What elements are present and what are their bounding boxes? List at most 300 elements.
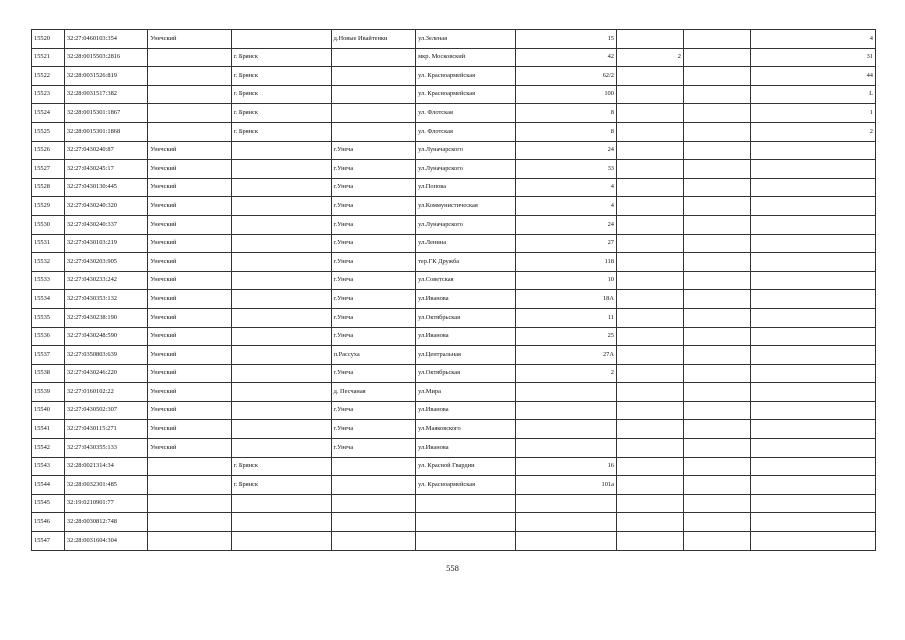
- street-cell: ул.Зеленая: [416, 30, 516, 49]
- row-number-cell: 15529: [32, 197, 65, 216]
- block-cell: [683, 160, 750, 179]
- building-cell: [616, 476, 683, 495]
- city-cell: [231, 420, 331, 439]
- block-cell: [683, 67, 750, 86]
- city-cell: г. Брянск: [231, 122, 331, 141]
- table-row: [32, 532, 876, 551]
- street-cell: ул.Луначарского: [416, 215, 516, 234]
- building-cell: [616, 104, 683, 123]
- building-cell: [616, 178, 683, 197]
- row-number-cell: 15541: [32, 420, 65, 439]
- table-row: [32, 271, 876, 290]
- district-cell: Унечский: [148, 215, 231, 234]
- settlement-cell: г.Унеча: [331, 401, 416, 420]
- register-body: [32, 30, 876, 551]
- cadastral-number-cell: 32:27:0460103:354: [64, 30, 147, 49]
- table-row: [32, 364, 876, 383]
- cadastral-number-cell: 32:28:0031526:819: [64, 67, 147, 86]
- apartment-cell: [750, 160, 875, 179]
- cadastral-number-cell: 32:27:0350803:639: [64, 346, 147, 365]
- house-number-cell: 18А: [515, 290, 616, 309]
- cadastral-number-cell: 32:27:0430353:132: [64, 290, 147, 309]
- table-row: [32, 104, 876, 123]
- district-cell: Унечский: [148, 234, 231, 253]
- apartment-cell: [750, 401, 875, 420]
- house-number-cell: 4: [515, 178, 616, 197]
- city-cell: [231, 364, 331, 383]
- house-number-cell: 33: [515, 160, 616, 179]
- building-cell: 2: [616, 48, 683, 67]
- block-cell: [683, 30, 750, 49]
- apartment-cell: L: [750, 85, 875, 104]
- block-cell: [683, 457, 750, 476]
- apartment-cell: [750, 327, 875, 346]
- table-row: [32, 513, 876, 532]
- row-number-cell: 15527: [32, 160, 65, 179]
- city-cell: г. Брянск: [231, 48, 331, 67]
- street-cell: ул.Центральная: [416, 346, 516, 365]
- apartment-cell: [750, 215, 875, 234]
- block-cell: [683, 234, 750, 253]
- district-cell: Унечский: [148, 346, 231, 365]
- house-number-cell: 2: [515, 364, 616, 383]
- block-cell: [683, 271, 750, 290]
- settlement-cell: г.Унеча: [331, 271, 416, 290]
- cadastral-number-cell: 32:27:0430245:17: [64, 160, 147, 179]
- district-cell: [148, 67, 231, 86]
- city-cell: [231, 401, 331, 420]
- row-number-cell: 15520: [32, 30, 65, 49]
- apartment-cell: [750, 420, 875, 439]
- block-cell: [683, 513, 750, 532]
- city-cell: г. Брянск: [231, 457, 331, 476]
- house-number-cell: 42: [515, 48, 616, 67]
- street-cell: ул.Иванова: [416, 290, 516, 309]
- apartment-cell: [750, 197, 875, 216]
- settlement-cell: [331, 48, 416, 67]
- city-cell: г. Брянск: [231, 476, 331, 495]
- city-cell: [231, 197, 331, 216]
- street-cell: ул. Флотская: [416, 104, 516, 123]
- building-cell: [616, 439, 683, 458]
- apartment-cell: 4: [750, 30, 875, 49]
- block-cell: [683, 122, 750, 141]
- settlement-cell: г.Унеча: [331, 308, 416, 327]
- street-cell: ул.Луначарского: [416, 160, 516, 179]
- building-cell: [616, 253, 683, 272]
- settlement-cell: г.Унеча: [331, 160, 416, 179]
- block-cell: [683, 532, 750, 551]
- cadastral-number-cell: 32:27:0430240:320: [64, 197, 147, 216]
- city-cell: [231, 494, 331, 513]
- house-number-cell: 27: [515, 234, 616, 253]
- settlement-cell: г.Унеча: [331, 234, 416, 253]
- house-number-cell: [515, 439, 616, 458]
- table-row: [32, 346, 876, 365]
- land-register-table: [31, 29, 876, 551]
- row-number-cell: 15532: [32, 253, 65, 272]
- cadastral-number-cell: 32:28:0031604:304: [64, 532, 147, 551]
- street-cell: ул.Маяковского: [416, 420, 516, 439]
- apartment-cell: [750, 308, 875, 327]
- city-cell: [231, 30, 331, 49]
- table-row: [32, 85, 876, 104]
- row-number-cell: 15535: [32, 308, 65, 327]
- settlement-cell: [331, 67, 416, 86]
- block-cell: [683, 439, 750, 458]
- street-cell: тер.ГК Дружба: [416, 253, 516, 272]
- city-cell: [231, 178, 331, 197]
- settlement-cell: [331, 476, 416, 495]
- block-cell: [683, 327, 750, 346]
- city-cell: [231, 253, 331, 272]
- house-number-cell: 100: [515, 85, 616, 104]
- block-cell: [683, 364, 750, 383]
- apartment-cell: 2: [750, 122, 875, 141]
- house-number-cell: 11: [515, 308, 616, 327]
- row-number-cell: 15526: [32, 141, 65, 160]
- block-cell: [683, 401, 750, 420]
- house-number-cell: 27А: [515, 346, 616, 365]
- cadastral-number-cell: 32:27:0430240:337: [64, 215, 147, 234]
- building-cell: [616, 532, 683, 551]
- house-number-cell: [515, 401, 616, 420]
- district-cell: [148, 476, 231, 495]
- building-cell: [616, 383, 683, 402]
- house-number-cell: 118: [515, 253, 616, 272]
- city-cell: [231, 160, 331, 179]
- table-row: [32, 197, 876, 216]
- cadastral-number-cell: 32:27:0430103:219: [64, 234, 147, 253]
- cadastral-number-cell: 32:28:0015301:1868: [64, 122, 147, 141]
- district-cell: Унечский: [148, 197, 231, 216]
- block-cell: [683, 494, 750, 513]
- table-row: [32, 457, 876, 476]
- district-cell: Унечский: [148, 253, 231, 272]
- street-cell: ул.Иванова: [416, 439, 516, 458]
- house-number-cell: [515, 494, 616, 513]
- cadastral-number-cell: 32:28:0030812:748: [64, 513, 147, 532]
- house-number-cell: 16: [515, 457, 616, 476]
- table-row: [32, 290, 876, 309]
- building-cell: [616, 401, 683, 420]
- building-cell: [616, 494, 683, 513]
- district-cell: Унечский: [148, 439, 231, 458]
- city-cell: [231, 346, 331, 365]
- building-cell: [616, 85, 683, 104]
- street-cell: ул.Луначарского: [416, 141, 516, 160]
- cadastral-number-cell: 32:28:0031517:382: [64, 85, 147, 104]
- district-cell: [148, 494, 231, 513]
- house-number-cell: 10: [515, 271, 616, 290]
- cadastral-number-cell: 32:28:0015503:2816: [64, 48, 147, 67]
- row-number-cell: 15547: [32, 532, 65, 551]
- apartment-cell: [750, 476, 875, 495]
- settlement-cell: г.Унеча: [331, 420, 416, 439]
- row-number-cell: 15528: [32, 178, 65, 197]
- city-cell: [231, 290, 331, 309]
- settlement-cell: [331, 122, 416, 141]
- city-cell: [231, 513, 331, 532]
- apartment-cell: [750, 141, 875, 160]
- settlement-cell: г.Унеча: [331, 141, 416, 160]
- district-cell: Унечский: [148, 308, 231, 327]
- settlement-cell: [331, 532, 416, 551]
- district-cell: Унечский: [148, 290, 231, 309]
- building-cell: [616, 327, 683, 346]
- table-row: [32, 494, 876, 513]
- building-cell: [616, 420, 683, 439]
- cadastral-number-cell: 32:28:0015301:1867: [64, 104, 147, 123]
- table-row: [32, 30, 876, 49]
- block-cell: [683, 476, 750, 495]
- city-cell: [231, 439, 331, 458]
- cadastral-number-cell: 32:27:0430238:190: [64, 308, 147, 327]
- city-cell: [231, 308, 331, 327]
- city-cell: [231, 141, 331, 160]
- row-number-cell: 15543: [32, 457, 65, 476]
- house-number-cell: 101а: [515, 476, 616, 495]
- row-number-cell: 15539: [32, 383, 65, 402]
- building-cell: [616, 197, 683, 216]
- district-cell: [148, 532, 231, 551]
- row-number-cell: 15525: [32, 122, 65, 141]
- settlement-cell: [331, 457, 416, 476]
- table-row: [32, 401, 876, 420]
- building-cell: [616, 122, 683, 141]
- cadastral-number-cell: 32:28:0021314:34: [64, 457, 147, 476]
- settlement-cell: д. Песчаная: [331, 383, 416, 402]
- building-cell: [616, 67, 683, 86]
- street-cell: ул.Иванова: [416, 401, 516, 420]
- block-cell: [683, 253, 750, 272]
- cadastral-number-cell: 32:27:0430246:220: [64, 364, 147, 383]
- street-cell: ул. Красноармейская: [416, 67, 516, 86]
- district-cell: [148, 513, 231, 532]
- table-row: [32, 141, 876, 160]
- building-cell: [616, 30, 683, 49]
- table-row: [32, 253, 876, 272]
- district-cell: Унечский: [148, 178, 231, 197]
- settlement-cell: г.Унеча: [331, 178, 416, 197]
- apartment-cell: 31: [750, 48, 875, 67]
- district-cell: [148, 122, 231, 141]
- block-cell: [683, 48, 750, 67]
- row-number-cell: 15546: [32, 513, 65, 532]
- district-cell: Унечский: [148, 141, 231, 160]
- cadastral-number-cell: 32:28:0032301:485: [64, 476, 147, 495]
- settlement-cell: г.Унеча: [331, 364, 416, 383]
- apartment-cell: 44: [750, 67, 875, 86]
- table-row: [32, 327, 876, 346]
- city-cell: г. Брянск: [231, 67, 331, 86]
- table-row: [32, 48, 876, 67]
- table-row: [32, 215, 876, 234]
- block-cell: [683, 141, 750, 160]
- table-row: [32, 122, 876, 141]
- settlement-cell: г.Унеча: [331, 253, 416, 272]
- building-cell: [616, 290, 683, 309]
- row-number-cell: 15538: [32, 364, 65, 383]
- street-cell: ул. Красноармейская: [416, 476, 516, 495]
- district-cell: [148, 457, 231, 476]
- table-row: [32, 160, 876, 179]
- building-cell: [616, 271, 683, 290]
- settlement-cell: г.Унеча: [331, 215, 416, 234]
- house-number-cell: 8: [515, 122, 616, 141]
- street-cell: [416, 532, 516, 551]
- block-cell: [683, 383, 750, 402]
- street-cell: [416, 494, 516, 513]
- street-cell: ул.Мира: [416, 383, 516, 402]
- cadastral-number-cell: 32:27:0430203:905: [64, 253, 147, 272]
- street-cell: [416, 513, 516, 532]
- street-cell: ул.Попова: [416, 178, 516, 197]
- row-number-cell: 15531: [32, 234, 65, 253]
- building-cell: [616, 346, 683, 365]
- block-cell: [683, 308, 750, 327]
- settlement-cell: г.Унеча: [331, 290, 416, 309]
- row-number-cell: 15536: [32, 327, 65, 346]
- city-cell: [231, 215, 331, 234]
- row-number-cell: 15537: [32, 346, 65, 365]
- apartment-cell: [750, 346, 875, 365]
- district-cell: Унечский: [148, 327, 231, 346]
- apartment-cell: [750, 178, 875, 197]
- apartment-cell: [750, 439, 875, 458]
- house-number-cell: 8: [515, 104, 616, 123]
- house-number-cell: 15: [515, 30, 616, 49]
- page-number: 558: [446, 563, 459, 573]
- cadastral-number-cell: 32:27:0430115:271: [64, 420, 147, 439]
- row-number-cell: 15540: [32, 401, 65, 420]
- street-cell: ул.Ленина: [416, 234, 516, 253]
- district-cell: Унечский: [148, 401, 231, 420]
- street-cell: мкр. Московский: [416, 48, 516, 67]
- row-number-cell: 15523: [32, 85, 65, 104]
- cadastral-number-cell: 32:27:0430248:590: [64, 327, 147, 346]
- building-cell: [616, 457, 683, 476]
- house-number-cell: 24: [515, 141, 616, 160]
- street-cell: ул. Флотская: [416, 122, 516, 141]
- building-cell: [616, 160, 683, 179]
- cadastral-number-cell: 32:27:0430502:307: [64, 401, 147, 420]
- building-cell: [616, 513, 683, 532]
- district-cell: Унечский: [148, 271, 231, 290]
- settlement-cell: г.Унеча: [331, 327, 416, 346]
- district-cell: [148, 104, 231, 123]
- table-row: [32, 383, 876, 402]
- settlement-cell: п.Рассуха: [331, 346, 416, 365]
- settlement-cell: [331, 85, 416, 104]
- house-number-cell: 24: [515, 215, 616, 234]
- house-number-cell: 4: [515, 197, 616, 216]
- block-cell: [683, 85, 750, 104]
- city-cell: [231, 271, 331, 290]
- house-number-cell: [515, 383, 616, 402]
- settlement-cell: [331, 494, 416, 513]
- table-row: [32, 178, 876, 197]
- cadastral-number-cell: 32:27:0430355:133: [64, 439, 147, 458]
- building-cell: [616, 215, 683, 234]
- street-cell: ул.Коммунистическая: [416, 197, 516, 216]
- city-cell: [231, 532, 331, 551]
- district-cell: [148, 48, 231, 67]
- settlement-cell: г.Унеча: [331, 197, 416, 216]
- cadastral-number-cell: 32:27:0430130:445: [64, 178, 147, 197]
- block-cell: [683, 215, 750, 234]
- settlement-cell: г.Унеча: [331, 439, 416, 458]
- apartment-cell: [750, 271, 875, 290]
- table-row: [32, 439, 876, 458]
- apartment-cell: [750, 364, 875, 383]
- settlement-cell: д.Новые Ивайтенки: [331, 30, 416, 49]
- street-cell: ул.Иванова: [416, 327, 516, 346]
- cadastral-number-cell: 32:19:0210901:77: [64, 494, 147, 513]
- table-row: [32, 308, 876, 327]
- row-number-cell: 15533: [32, 271, 65, 290]
- table-row: [32, 67, 876, 86]
- block-cell: [683, 178, 750, 197]
- building-cell: [616, 364, 683, 383]
- table-row: [32, 476, 876, 495]
- house-number-cell: [515, 513, 616, 532]
- city-cell: г. Брянск: [231, 104, 331, 123]
- street-cell: ул. Красной Гвардии: [416, 457, 516, 476]
- settlement-cell: [331, 104, 416, 123]
- district-cell: Унечский: [148, 364, 231, 383]
- row-number-cell: 15530: [32, 215, 65, 234]
- city-cell: [231, 383, 331, 402]
- street-cell: ул.Советская: [416, 271, 516, 290]
- street-cell: ул.Октябрьская: [416, 364, 516, 383]
- district-cell: [148, 85, 231, 104]
- row-number-cell: 15544: [32, 476, 65, 495]
- row-number-cell: 15524: [32, 104, 65, 123]
- district-cell: Унечский: [148, 160, 231, 179]
- table-row: [32, 234, 876, 253]
- apartment-cell: [750, 532, 875, 551]
- street-cell: ул. Красноармейская: [416, 85, 516, 104]
- apartment-cell: [750, 457, 875, 476]
- block-cell: [683, 104, 750, 123]
- apartment-cell: [750, 253, 875, 272]
- district-cell: Унечский: [148, 30, 231, 49]
- apartment-cell: 1: [750, 104, 875, 123]
- row-number-cell: 15534: [32, 290, 65, 309]
- city-cell: г. Брянск: [231, 85, 331, 104]
- city-cell: [231, 327, 331, 346]
- table-row: [32, 420, 876, 439]
- house-number-cell: 62/2: [515, 67, 616, 86]
- block-cell: [683, 197, 750, 216]
- building-cell: [616, 141, 683, 160]
- house-number-cell: [515, 532, 616, 551]
- row-number-cell: 15521: [32, 48, 65, 67]
- house-number-cell: 25: [515, 327, 616, 346]
- apartment-cell: [750, 290, 875, 309]
- district-cell: Унечский: [148, 420, 231, 439]
- row-number-cell: 15545: [32, 494, 65, 513]
- apartment-cell: [750, 234, 875, 253]
- apartment-cell: [750, 513, 875, 532]
- cadastral-number-cell: 32:27:0430233:242: [64, 271, 147, 290]
- house-number-cell: [515, 420, 616, 439]
- street-cell: ул.Октябрьская: [416, 308, 516, 327]
- block-cell: [683, 346, 750, 365]
- building-cell: [616, 234, 683, 253]
- cadastral-number-cell: 32:27:0430240:87: [64, 141, 147, 160]
